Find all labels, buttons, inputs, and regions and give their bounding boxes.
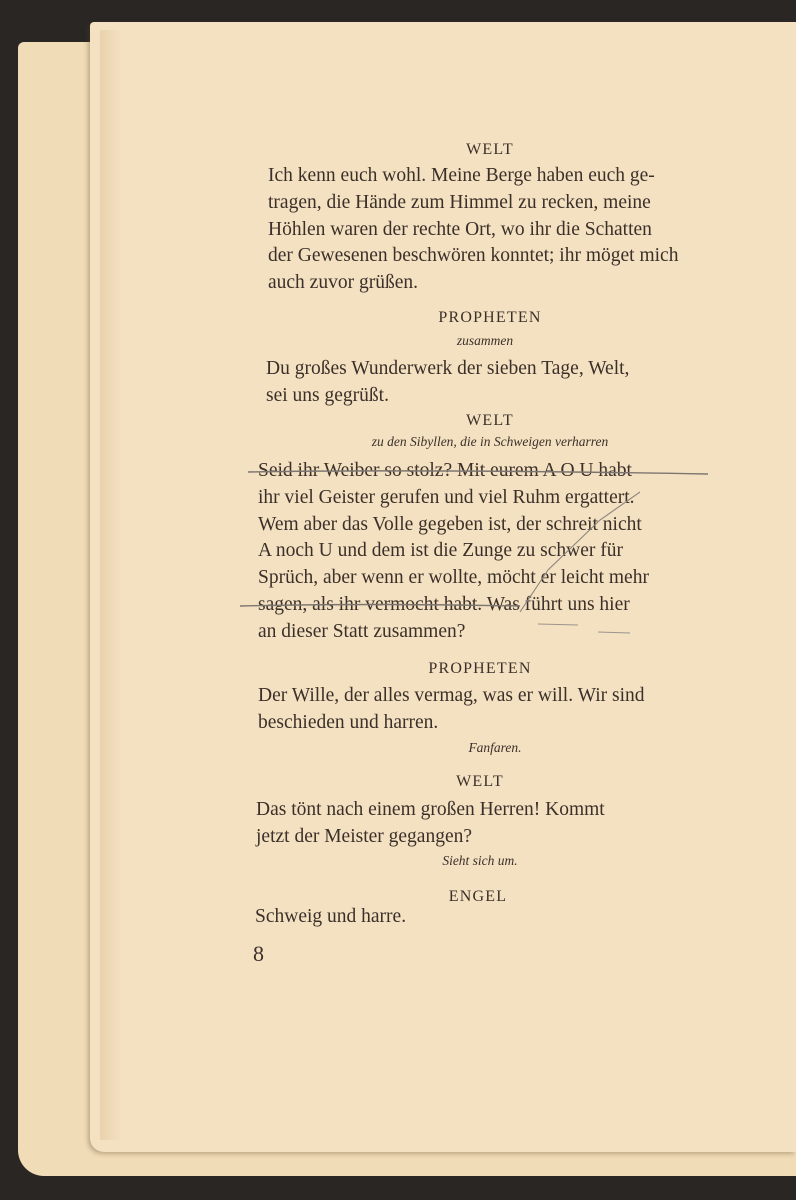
stage-direction: zusammen: [456, 333, 514, 348]
dialogue-line: Schweig und harre.: [255, 906, 407, 927]
dialogue-line: Seid ihr Weiber so stolz? Mit eurem A O U habt: [258, 460, 632, 481]
dialogue-line: ihr viel Geister gerufen und viel Ruhm ergattert.: [258, 486, 635, 508]
dialogue-line: sagen, als ihr vermocht habt. Was führt uns hier: [258, 593, 630, 615]
speaker-heading-welt: WELT: [456, 773, 504, 790]
dialogue-line: sei uns gegrüßt.: [266, 384, 389, 406]
dialogue-block-welt-1: [268, 163, 718, 297]
dialogue-line: Das tönt nach einem großen Herren! Kommt: [256, 799, 605, 820]
dialogue-line: beschieden und harren.: [258, 711, 439, 733]
dialogue-line: jetzt der Meister gegangen?: [256, 825, 473, 847]
page-fold-shadow: [100, 30, 122, 1140]
speaker-heading-propheten: PROPHETEN: [428, 660, 532, 677]
dialogue-line: Ich kenn euch wohl. Meine Berge haben euch ge-: [268, 165, 655, 186]
stage-direction: Sieht sich um.: [442, 853, 518, 868]
dialogue-line: Der Wille, der alles vermag, was er will. Wir sind: [258, 685, 645, 706]
dialogue-block-welt-2: [258, 458, 710, 646]
speaker-heading-engel: ENGEL: [448, 888, 508, 905]
dialogue-line: Du großes Wunderwerk der sieben Tage, Welt,: [266, 358, 630, 379]
dialogue-line: A noch U und dem ist die Zunge zu schwer für: [258, 540, 623, 562]
dialogue-line: Sprüch, aber wenn er wollte, möcht er leicht mehr: [258, 567, 649, 589]
dialogue-block-propheten-1: [266, 356, 716, 410]
speaker-heading-welt: WELT: [466, 141, 514, 158]
dialogue-line: an dieser Statt zusammen?: [258, 620, 466, 642]
dialogue-line: der Gewesenen beschwören konntet; ihr möget mich: [268, 245, 679, 267]
stage-direction: zu den Sibyllen, die in Schweigen verharren: [371, 434, 609, 449]
speaker-heading-welt: WELT: [466, 412, 514, 429]
dialogue-block-propheten-2: [258, 683, 705, 737]
dialogue-line: Wem aber das Volle gegeben ist, der schreit nicht: [258, 513, 642, 535]
dialogue-line: auch zuvor grüßen.: [268, 272, 418, 294]
stage-direction: Fanfaren.: [468, 740, 522, 755]
page-number: 8: [253, 941, 264, 966]
dialogue-block-engel: [255, 904, 455, 931]
speaker-heading-propheten: PROPHETEN: [438, 309, 542, 326]
dialogue-block-welt-3: [256, 797, 705, 851]
dialogue-line: Höhlen waren der rechte Ort, wo ihr die Schatten: [268, 218, 652, 240]
dialogue-line: tragen, die Hände zum Himmel zu recken, meine: [268, 191, 651, 213]
